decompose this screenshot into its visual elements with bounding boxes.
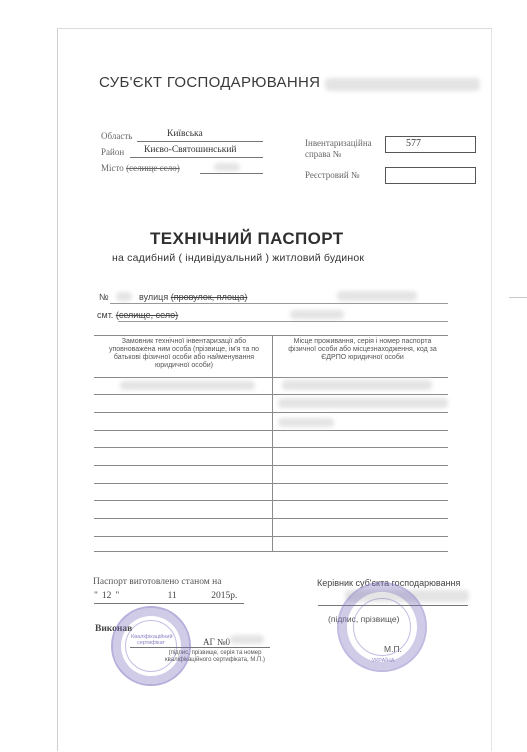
register-label: Реєстровий № <box>305 170 360 180</box>
house-number-redacted <box>116 292 132 301</box>
misto-value-redacted <box>214 163 240 171</box>
misto-label <box>101 163 180 173</box>
owner-address-redacted-1 <box>282 380 432 390</box>
left-seal-stamp <box>111 606 191 686</box>
street-strike: (провулок, площа) <box>170 292 248 302</box>
prepared-year: 2015р. <box>211 591 238 601</box>
executor-partial: АГ №0 <box>203 637 231 647</box>
register-number-box <box>385 167 476 184</box>
rayon-label: Район <box>101 147 125 157</box>
prepared-month: 11 <box>167 591 177 601</box>
right-seal-text: УКРАЇНА <box>371 658 395 664</box>
street-line <box>139 292 247 302</box>
scan-edge-mark <box>509 297 527 298</box>
entity-label: СУБ'ЄКТ ГОСПОДАРЮВАННЯ <box>99 74 321 91</box>
misto-strike-text: (селище село) <box>126 163 180 173</box>
address-number-label: № <box>99 292 109 302</box>
oblast-label: Область <box>101 131 133 141</box>
executor-label: Виконав <box>95 624 133 634</box>
manager-label: Керівник суб'єкта господарювання <box>317 578 461 588</box>
prepared-day: 12 <box>101 591 112 601</box>
document-subtitle: на садибний ( індивідуальний ) житловий будинок <box>112 252 365 264</box>
oblast-value: Київська <box>167 129 203 139</box>
executor-name-redacted <box>230 635 264 644</box>
inventory-label-line2: справа № <box>305 149 342 159</box>
prepared-date: " 12 " 11 2015р. <box>94 591 238 601</box>
owner-address-redacted-3 <box>278 418 334 427</box>
owner-address-redacted-2 <box>278 398 448 408</box>
inventory-number-value: 577 <box>406 138 421 149</box>
smt-strike: (селище, село) <box>115 310 179 320</box>
manager-caption: (підпис, прізвище) <box>328 614 400 624</box>
smt-label: смт. <box>97 310 114 320</box>
inventory-label-line1: Інвентаризаційна <box>305 138 372 148</box>
street-name-redacted <box>337 291 417 301</box>
left-seal-text: Кваліфікаційний сертифікат <box>131 634 173 646</box>
inventory-number-box <box>385 136 476 153</box>
entity-name-redacted <box>325 78 480 91</box>
owner-name-redacted <box>120 381 255 390</box>
street-label: вулиця <box>139 292 169 302</box>
misto-label-text: Місто <box>101 163 124 173</box>
seal-label: М.П. <box>384 644 402 654</box>
executor-caption: (підпис, прізвище, серія та номер кваліфікаційного сертифіката, М.П.) <box>165 650 265 663</box>
right-seal-stamp <box>337 582 427 672</box>
smt-line <box>97 310 178 320</box>
prepared-label: Паспорт виготовлено станом на <box>93 577 222 587</box>
table-right-header: Місце проживання, серія і номер паспорта фізичної особи або місцезнаходження, код за ЄДРПО юридичної особи <box>288 338 437 361</box>
settlement-name-redacted <box>290 310 344 319</box>
table-divider <box>272 335 273 551</box>
table-left-header: Замовник технічної інвентаризації або уповноважена ним особа (прізвище, ім'я та по батькові фізичної особи або найменування юридичної особи) <box>108 338 260 369</box>
document-title: ТЕХНІЧНИЙ ПАСПОРТ <box>150 229 344 248</box>
rayon-value: Києво-Святошинський <box>144 145 237 155</box>
